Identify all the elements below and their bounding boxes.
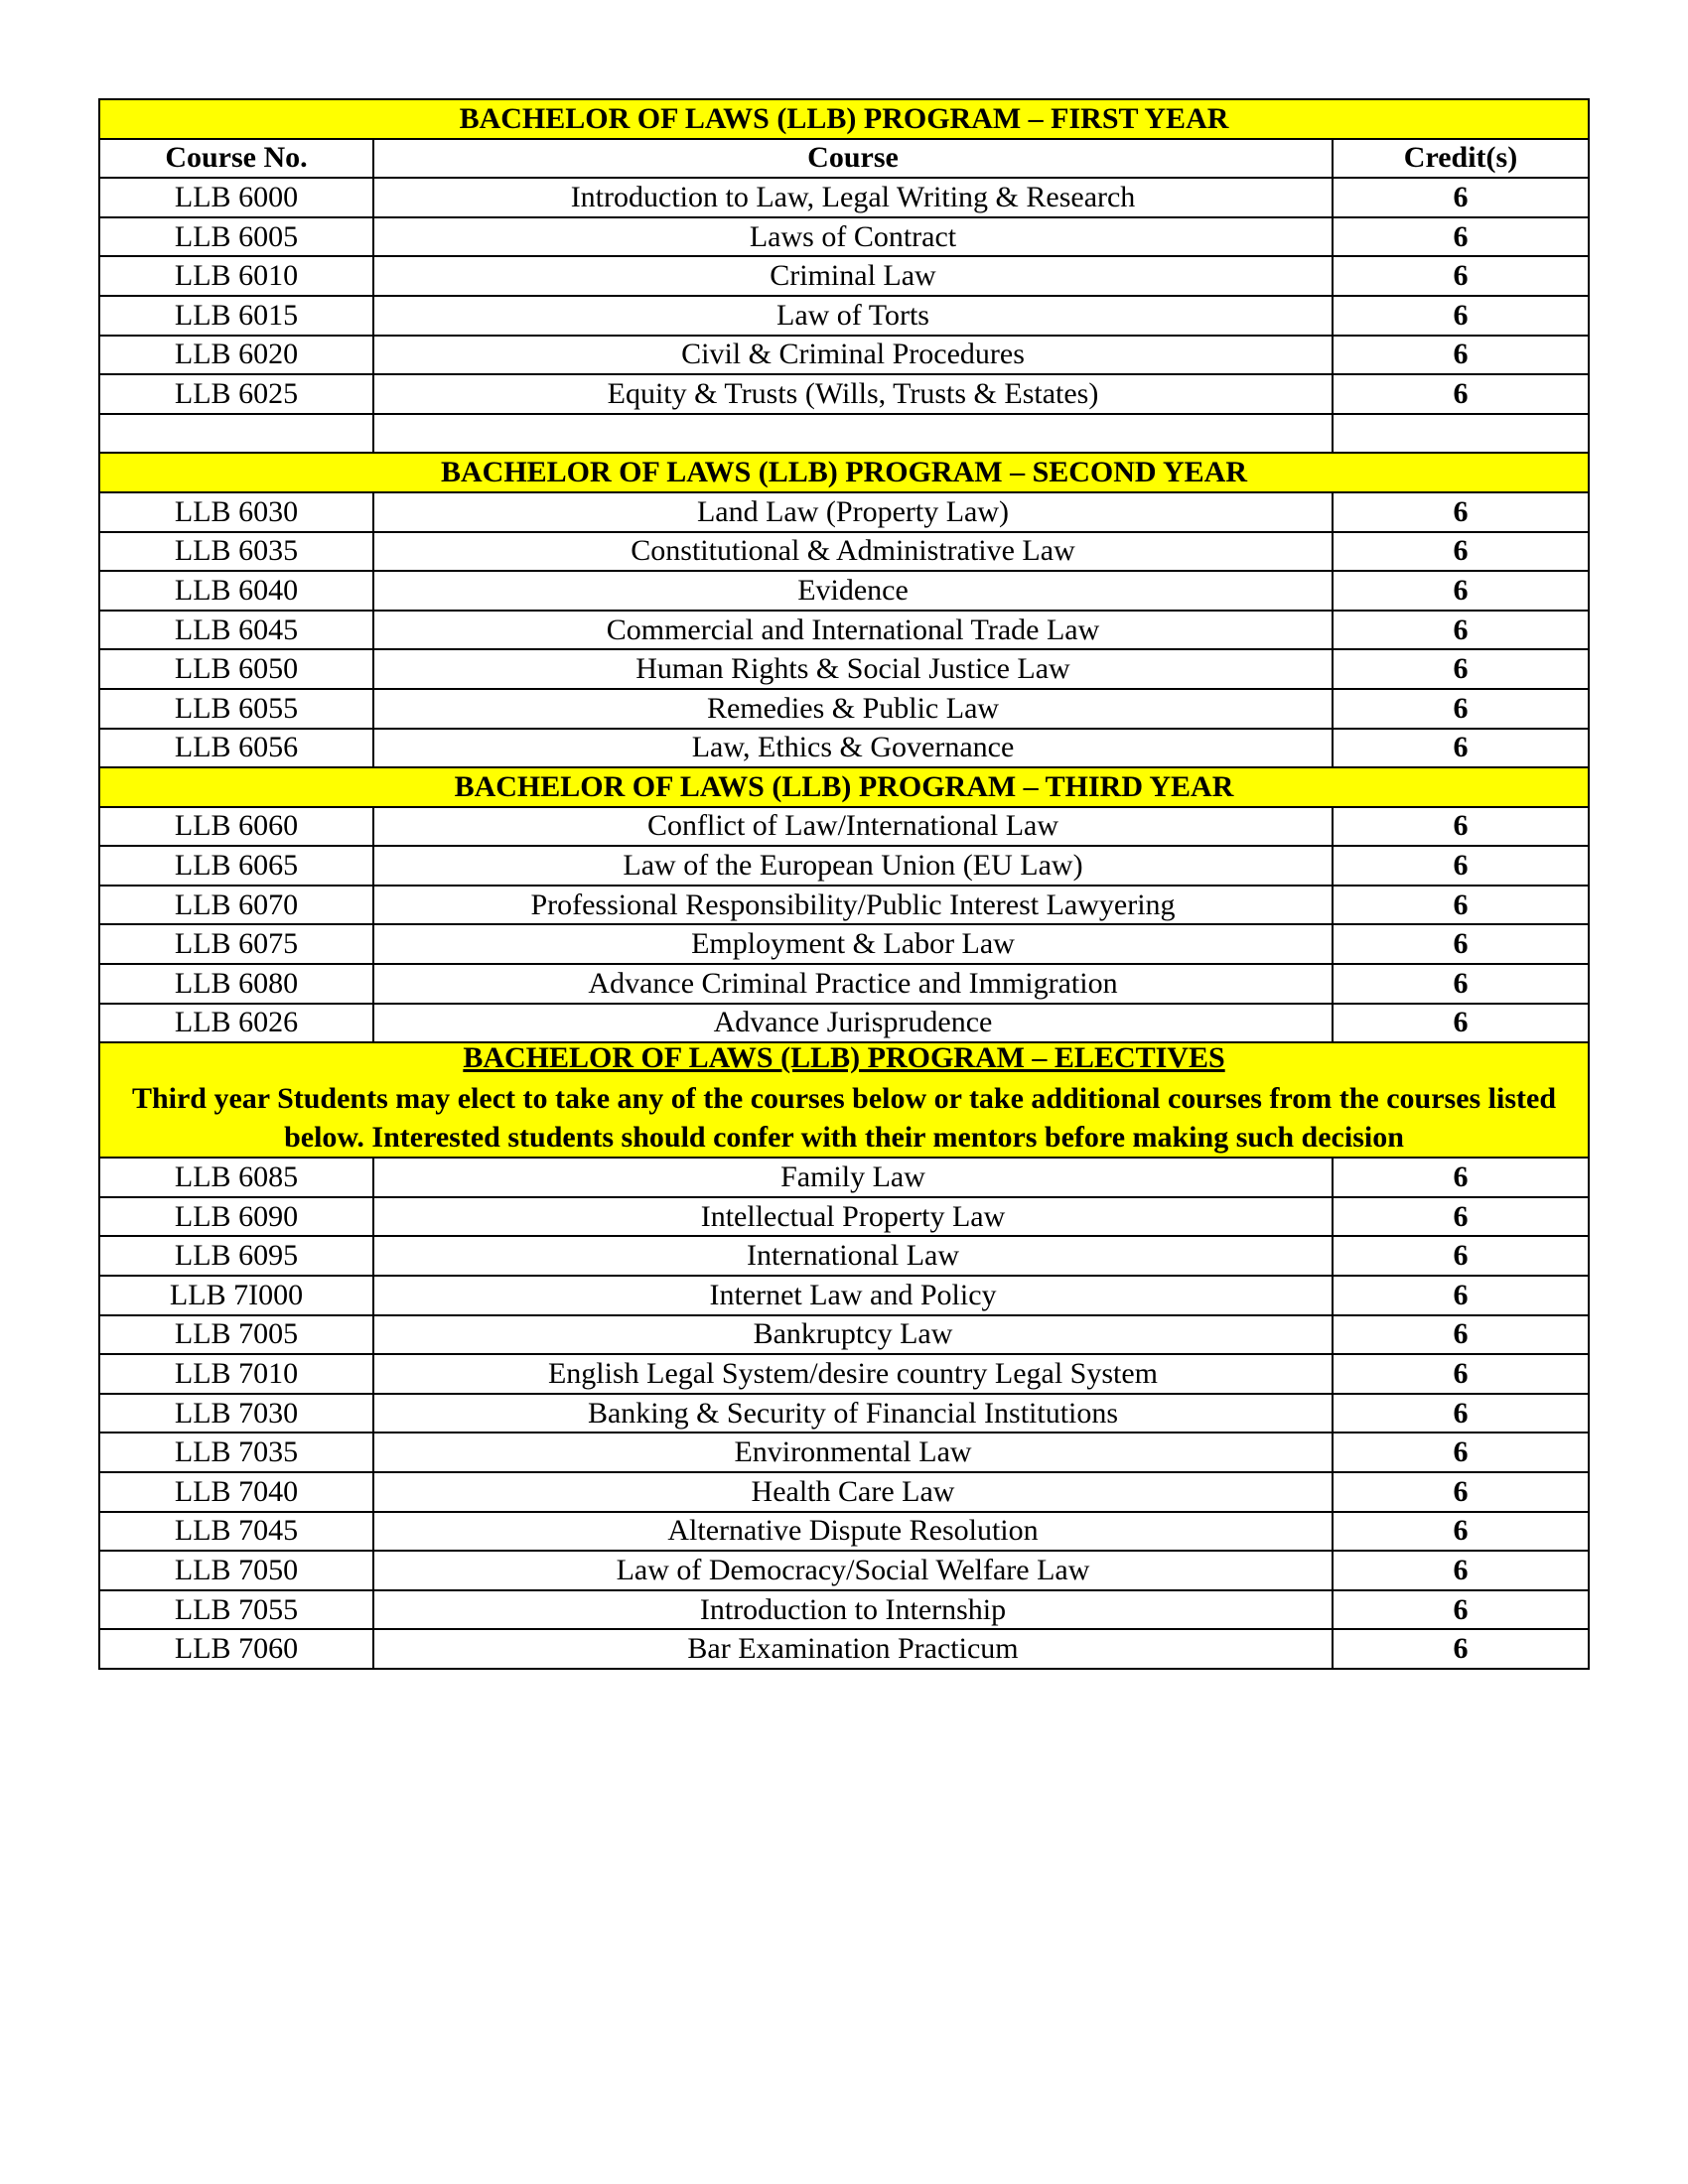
table-row <box>99 374 1589 414</box>
course-number: LLB 6085 <box>99 1158 373 1197</box>
course-credits: 6 <box>1333 924 1589 964</box>
course-header: Course <box>373 139 1333 179</box>
course-name: Professional Responsibility/Public Interest Lawyering <box>373 886 1333 925</box>
course-number: LLB 6035 <box>99 532 373 572</box>
course-name: Bankruptcy Law <box>373 1315 1333 1355</box>
course-name: Law of the European Union (EU Law) <box>373 846 1333 886</box>
course-credits: 6 <box>1333 374 1589 414</box>
course-name: Intellectual Property Law <box>373 1197 1333 1237</box>
course-credits: 6 <box>1333 571 1589 611</box>
table-row <box>99 886 1589 925</box>
course-name: Evidence <box>373 571 1333 611</box>
table-row <box>99 571 1589 611</box>
course-number: LLB 7I000 <box>99 1276 373 1315</box>
table-row <box>99 964 1589 1004</box>
course-credits: 6 <box>1333 217 1589 257</box>
credits-header: Credit(s) <box>1333 139 1589 179</box>
table-row <box>99 1551 1589 1590</box>
course-credits: 6 <box>1333 729 1589 768</box>
course-credits: 6 <box>1333 886 1589 925</box>
table-row <box>99 296 1589 336</box>
section-header <box>99 99 1589 139</box>
course-number: LLB 6025 <box>99 374 373 414</box>
course-credits: 6 <box>1333 1551 1589 1590</box>
section-header <box>99 1042 1589 1158</box>
table-row <box>99 1004 1589 1043</box>
course-credits: 6 <box>1333 256 1589 296</box>
course-number: LLB 7010 <box>99 1354 373 1394</box>
section-title: BACHELOR OF LAWS (LLB) PROGRAM – ELECTIVES <box>463 1042 1225 1075</box>
course-credits: 6 <box>1333 611 1589 650</box>
course-number: LLB 6015 <box>99 296 373 336</box>
course-credits: 6 <box>1333 964 1589 1004</box>
course-name: Law of Torts <box>373 296 1333 336</box>
course-no-header: Course No. <box>99 139 373 179</box>
course-number: LLB 7030 <box>99 1394 373 1433</box>
course-name: Law of Democracy/Social Welfare Law <box>373 1551 1333 1590</box>
course-number: LLB 7040 <box>99 1472 373 1512</box>
course-number: LLB 6056 <box>99 729 373 768</box>
course-name: Advance Criminal Practice and Immigration <box>373 964 1333 1004</box>
course-credits: 6 <box>1333 1158 1589 1197</box>
course-name: Constitutional & Administrative Law <box>373 532 1333 572</box>
table-row <box>99 1158 1589 1197</box>
course-name: International Law <box>373 1236 1333 1276</box>
course-name: Conflict of Law/International Law <box>373 807 1333 847</box>
course-name: Remedies & Public Law <box>373 689 1333 729</box>
course-credits: 6 <box>1333 846 1589 886</box>
course-name: English Legal System/desire country Legal System <box>373 1354 1333 1394</box>
course-number: LLB 6070 <box>99 886 373 925</box>
column-header-row <box>99 139 1589 179</box>
course-number: LLB 6026 <box>99 1004 373 1043</box>
course-name: Introduction to Internship <box>373 1590 1333 1630</box>
blank-row <box>99 414 1589 454</box>
course-number: LLB 6090 <box>99 1197 373 1237</box>
course-name: Alternative Dispute Resolution <box>373 1512 1333 1552</box>
course-number: LLB 7045 <box>99 1512 373 1552</box>
course-name: Health Care Law <box>373 1472 1333 1512</box>
table-row <box>99 532 1589 572</box>
course-number: LLB 6005 <box>99 217 373 257</box>
course-credits: 6 <box>1333 1236 1589 1276</box>
blank-cell <box>373 414 1333 454</box>
course-name: Banking & Security of Financial Institutions <box>373 1394 1333 1433</box>
course-credits: 6 <box>1333 492 1589 532</box>
section-title: BACHELOR OF LAWS (LLB) PROGRAM – THIRD YEAR <box>99 767 1589 807</box>
course-number: LLB 6020 <box>99 336 373 375</box>
course-number: LLB 6030 <box>99 492 373 532</box>
course-number: LLB 7005 <box>99 1315 373 1355</box>
course-credits: 6 <box>1333 689 1589 729</box>
course-number: LLB 6055 <box>99 689 373 729</box>
course-name: Internet Law and Policy <box>373 1276 1333 1315</box>
table-row <box>99 689 1589 729</box>
table-row <box>99 807 1589 847</box>
course-credits: 6 <box>1333 1472 1589 1512</box>
table-row <box>99 1197 1589 1237</box>
table-row <box>99 1433 1589 1472</box>
course-number: LLB 6040 <box>99 571 373 611</box>
course-credits: 6 <box>1333 1004 1589 1043</box>
table-row <box>99 1512 1589 1552</box>
course-credits: 6 <box>1333 1354 1589 1394</box>
course-credits: 6 <box>1333 1512 1589 1552</box>
table-row <box>99 611 1589 650</box>
section-title: BACHELOR OF LAWS (LLB) PROGRAM – SECOND YEAR <box>99 453 1589 492</box>
blank-cell <box>1333 414 1589 454</box>
table-row <box>99 924 1589 964</box>
course-credits: 6 <box>1333 807 1589 847</box>
course-credits: 6 <box>1333 336 1589 375</box>
course-name: Land Law (Property Law) <box>373 492 1333 532</box>
course-name: Employment & Labor Law <box>373 924 1333 964</box>
table-row <box>99 217 1589 257</box>
course-credits: 6 <box>1333 178 1589 217</box>
blank-cell <box>99 414 373 454</box>
course-number: LLB 7050 <box>99 1551 373 1590</box>
course-name: Law, Ethics & Governance <box>373 729 1333 768</box>
course-credits: 6 <box>1333 649 1589 689</box>
course-name: Criminal Law <box>373 256 1333 296</box>
course-number: LLB 7060 <box>99 1629 373 1669</box>
course-number: LLB 6010 <box>99 256 373 296</box>
table-row <box>99 1590 1589 1630</box>
section-header <box>99 767 1589 807</box>
course-name: Commercial and International Trade Law <box>373 611 1333 650</box>
table-row <box>99 846 1589 886</box>
course-name: Human Rights & Social Justice Law <box>373 649 1333 689</box>
course-credits: 6 <box>1333 296 1589 336</box>
course-credits: 6 <box>1333 1276 1589 1315</box>
table-row <box>99 1315 1589 1355</box>
course-name: Civil & Criminal Procedures <box>373 336 1333 375</box>
course-number: LLB 6000 <box>99 178 373 217</box>
course-name: Bar Examination Practicum <box>373 1629 1333 1669</box>
table-row <box>99 1472 1589 1512</box>
course-credits: 6 <box>1333 1433 1589 1472</box>
course-number: LLB 6060 <box>99 807 373 847</box>
section-title-cell <box>99 1042 1589 1158</box>
table-row <box>99 1276 1589 1315</box>
course-number: LLB 6075 <box>99 924 373 964</box>
course-name: Equity & Trusts (Wills, Trusts & Estates) <box>373 374 1333 414</box>
table-row <box>99 1354 1589 1394</box>
course-number: LLB 7035 <box>99 1433 373 1472</box>
course-credits: 6 <box>1333 1197 1589 1237</box>
table-row <box>99 492 1589 532</box>
course-number: LLB 7055 <box>99 1590 373 1630</box>
table-row <box>99 729 1589 768</box>
course-credits: 6 <box>1333 532 1589 572</box>
course-number: LLB 6065 <box>99 846 373 886</box>
course-name: Family Law <box>373 1158 1333 1197</box>
table-row <box>99 336 1589 375</box>
table-row <box>99 178 1589 217</box>
course-name: Environmental Law <box>373 1433 1333 1472</box>
course-name: Laws of Contract <box>373 217 1333 257</box>
course-number: LLB 6045 <box>99 611 373 650</box>
section-title: BACHELOR OF LAWS (LLB) PROGRAM – FIRST YEAR <box>99 99 1589 139</box>
course-table <box>98 98 1590 1670</box>
course-credits: 6 <box>1333 1629 1589 1669</box>
table-row <box>99 256 1589 296</box>
section-header <box>99 453 1589 492</box>
course-credits: 6 <box>1333 1590 1589 1630</box>
course-name: Advance Jurisprudence <box>373 1004 1333 1043</box>
table-row <box>99 649 1589 689</box>
course-name: Introduction to Law, Legal Writing & Research <box>373 178 1333 217</box>
course-number: LLB 6050 <box>99 649 373 689</box>
course-credits: 6 <box>1333 1394 1589 1433</box>
course-number: LLB 6080 <box>99 964 373 1004</box>
table-row <box>99 1629 1589 1669</box>
electives-note: Third year Students may elect to take any of the courses below or take additional courses from the courses listed below. Interested students should confer with their mentors before making such decision <box>131 1082 1557 1155</box>
table-row <box>99 1236 1589 1276</box>
table-row <box>99 1394 1589 1433</box>
course-number: LLB 6095 <box>99 1236 373 1276</box>
course-credits: 6 <box>1333 1315 1589 1355</box>
